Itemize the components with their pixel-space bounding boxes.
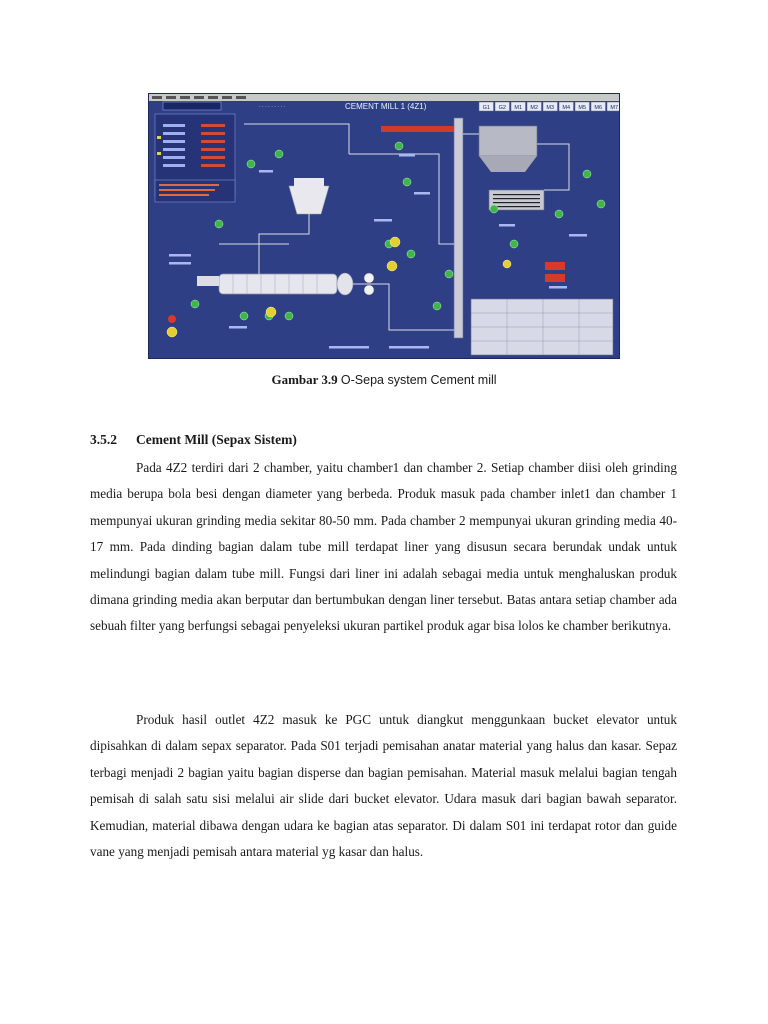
body-paragraph: Pada 4Z2 terdiri dari 2 chamber, yaitu chamber1 dan chamber 2. Setiap chamber diisi oleh grinding media berupa bola besi dengan diameter yang berbeda. Produk masuk pada chamber inlet1 dan chamber 1 mempunyai ukuran grinding media sekitar 80-50 mm. Pada chamber 2 mempunyai ukuran grinding media 40- 17 mm. Pada dinding bagian dalam tube mill terdapat liner yang disusun secara berundak undak untuk melindungi bagian dalam tube mill. Fungsi dari liner ini adalah sebagai media untuk menghaluskan produk dimana grinding media akan berputar dan bertumbukan dengan liner tersebut. Batas antara setiap chamber ada sebuah filter yang berfungsi sebagai penyeleksi ukuran partikel produk agar bisa lolos ke chamber berikutnya.	[90, 460, 677, 634]
tube-mill	[219, 274, 337, 294]
separator-cone	[479, 156, 537, 172]
mill-inlet-chute	[197, 276, 219, 286]
figure-caption	[0, 372, 768, 388]
alarm-bar	[381, 126, 459, 132]
mill-outlet	[337, 273, 353, 295]
tab-buttons	[479, 102, 619, 111]
tab-button-label: M1	[514, 105, 523, 111]
tab-button-label: M5	[578, 105, 587, 111]
tab-button-label: G2	[498, 105, 506, 111]
menu-bar	[149, 94, 619, 101]
feed-hopper	[289, 186, 329, 214]
bucket-elevator	[454, 118, 463, 338]
cement-mill-scada-image	[148, 93, 620, 359]
tab-button-label: G1	[482, 105, 490, 111]
section-title: Cement Mill (Sepax Sistem)	[136, 432, 297, 447]
scada-diagram	[149, 94, 619, 358]
section-number: 3.5.2	[90, 432, 117, 447]
tab-button-label: M6	[594, 105, 603, 111]
menu-items	[152, 96, 246, 99]
header-datetime: · · · · · · · · ·	[259, 104, 286, 110]
tab-button-label: M4	[562, 105, 571, 111]
hopper-top	[294, 178, 324, 188]
sepax-separator	[479, 126, 537, 156]
window-title: CEMENT MILL 1 (4Z1)	[345, 102, 427, 111]
tab-button-label: M3	[546, 105, 555, 111]
header-box	[163, 102, 221, 110]
tab-button-label: M2	[530, 105, 539, 111]
caption-text: O-Sepa system Cement mill	[340, 373, 497, 387]
tab-button-label: M7	[610, 105, 619, 111]
caption-label: Gambar 3.9	[271, 372, 338, 387]
body-paragraph: Produk hasil outlet 4Z2 masuk ke PGC untuk diangkut menggunkaan bucket elevator untuk dipisahkan di dalam sepax separator. Pada S01 terjadi pemisahan anatar material yang halus dan kasar. Sepaz terbagi menjadi 2 bagian yaitu bagian disperse dan bagian pemisahan. Material masuk melalui bagian tengah pemisah di salah satu sisi melalui air slide dari bucket elevator. Udara masuk dari bagian bawah separator. Kemudian, material dibawa dengan udara ke bagian atas separator. Di dalam S01 ini terdapat rotor dan guide vane yang menjadi pemisah antara material yg kasar dan halus.	[90, 712, 677, 860]
section-heading	[90, 432, 297, 448]
